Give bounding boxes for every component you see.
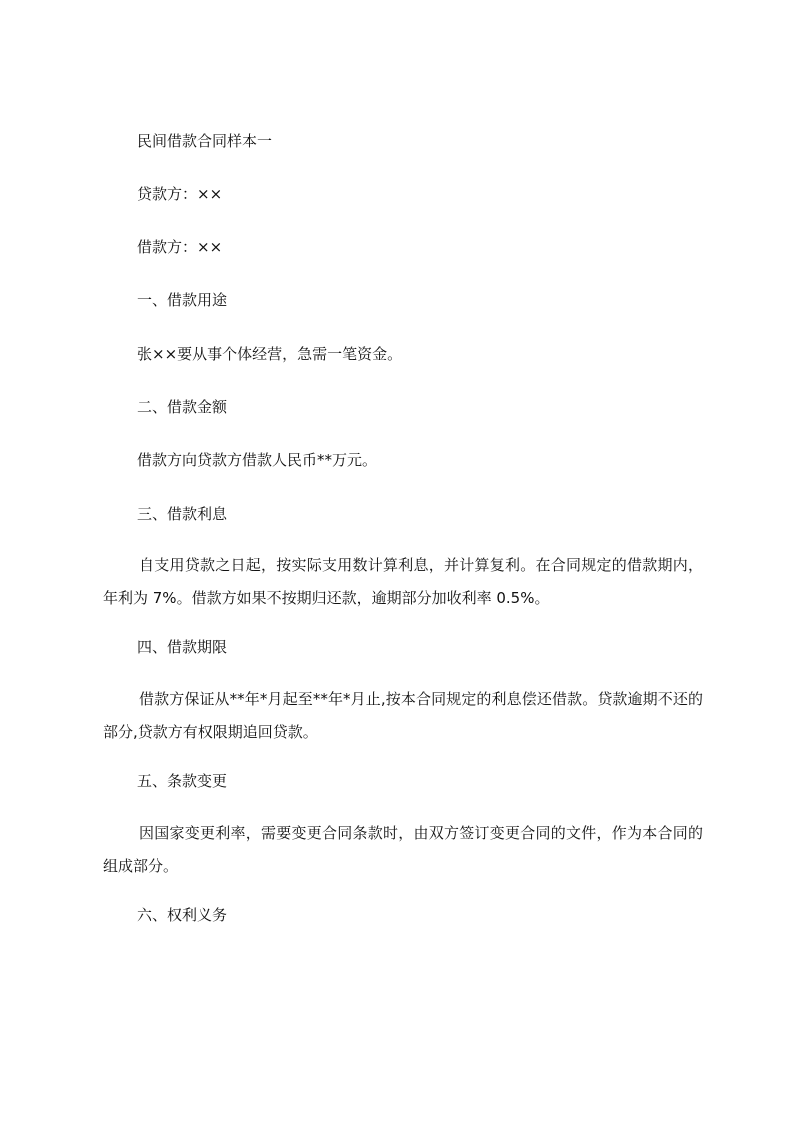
section-body-amendment: 因国家变更利率，需要变更合同条款时，由双方签订变更合同的文件，作为本合同的组成部分。	[103, 824, 703, 875]
section-heading-amount: 二、借款金额	[137, 398, 228, 416]
document-title: 民间借款合同样本一	[137, 132, 273, 150]
section-body-purpose: 张××要从事个体经营，急需一笔资金。	[137, 345, 403, 363]
section-body-amount: 借款方向贷款方借款人民币**万元。	[137, 451, 378, 469]
lender-line: 贷款方：××	[137, 185, 223, 203]
section-body-term: 借款方保证从**年*月起至**年*月止,按本合同规定的利息偿还借款。贷款逾期不还的部分,贷款方有权限期追回贷款。	[103, 690, 703, 741]
section-heading-amendment: 五、条款变更	[137, 772, 228, 790]
section-heading-term: 四、借款期限	[137, 638, 228, 656]
section-heading-rights: 六、权利义务	[137, 906, 228, 924]
section-heading-purpose: 一、借款用途	[137, 291, 228, 309]
borrower-line: 借款方：××	[137, 238, 223, 256]
section-body-interest: 自支用贷款之日起，按实际支用数计算利息，并计算复利。在合同规定的借款期内，年利为 7%。借款方如果不按期归还款，逾期部分加收利率 0.5%。	[103, 556, 703, 607]
section-heading-interest: 三、借款利息	[137, 505, 228, 523]
